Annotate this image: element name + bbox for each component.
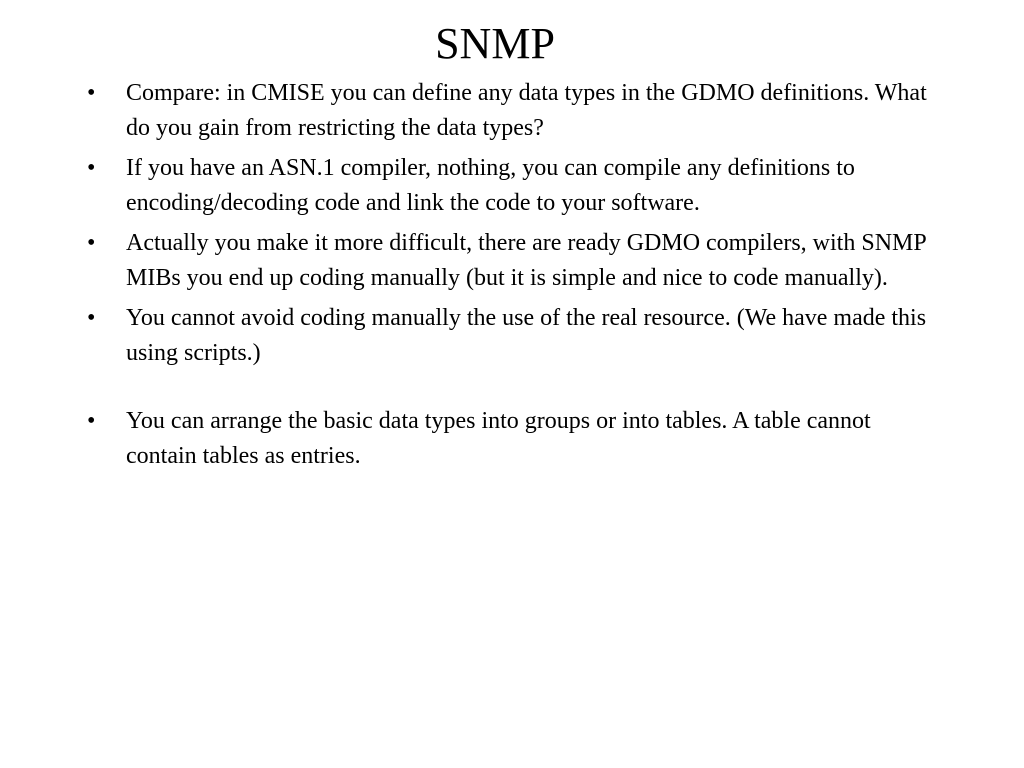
bullet-text: Actually you make it more difficult, there are ready GDMO compilers, with SNMP MIBs you end up coding manually (but it is simple and nice to code manually). <box>126 230 926 291</box>
bullet-item <box>0 151 941 220</box>
bullet-item <box>0 226 941 295</box>
bullet-item <box>0 76 941 145</box>
slide-title: SNMP <box>435 19 555 68</box>
bullet-text: If you have an ASN.1 compiler, nothing, you can compile any definitions to encoding/decoding code and link the code to your software. <box>126 155 855 216</box>
bullet-item <box>0 301 941 370</box>
bullet-text: You cannot avoid coding manually the use of the real resource. (We have made this using scripts.) <box>126 305 927 366</box>
bullet-icon: • <box>87 230 96 256</box>
bullet-icon: • <box>87 80 96 106</box>
bullet-icon: • <box>87 305 96 331</box>
bullet-text: Compare: in CMISE you can define any data types in the GDMO definitions. What do you gain from restricting the data types? <box>126 80 927 141</box>
bullet-icon: • <box>87 155 96 181</box>
bullet-text: You can arrange the basic data types into groups or into tables. A table cannot contain tables as entries. <box>126 408 871 469</box>
bullet-list <box>0 76 1024 479</box>
bullet-icon: • <box>87 408 96 434</box>
bullet-item <box>0 404 941 473</box>
